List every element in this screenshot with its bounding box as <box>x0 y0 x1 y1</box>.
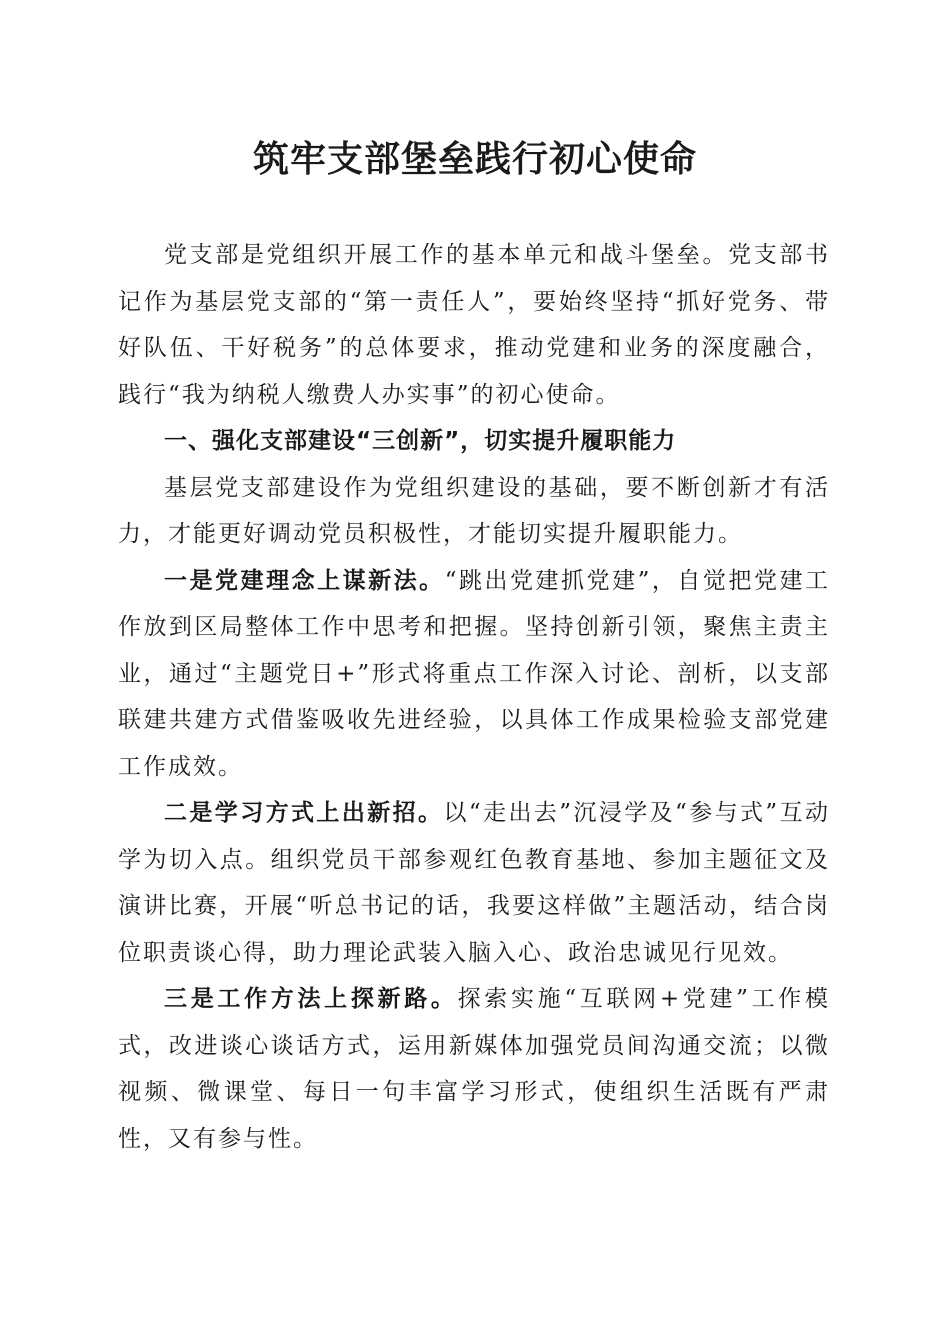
point-1-text: “跳出党建抓党建”，自觉把党建工作放到区局整体工作中思考和把握。坚持创新引领，聚焦主责主业，通过“主题党日+”形式将重点工作深入讨论、剖析，以支部联建共建方式借鉴吸收先进经验，以具体工作成果检验支部党建工作成效。 <box>118 567 830 780</box>
intro-paragraph: 党支部是党组织开展工作的基本单元和战斗堡垒。党支部书记作为基层党支部的“第一责任人”，要始终坚持“抓好党务、带好队伍、干好税务”的总体要求，推动党建和业务的深度融合，践行“我为纳税人缴费人办实事”的初心使命。 <box>118 242 830 408</box>
document-title: 筑牢支部堡垒践行初心使命 <box>252 139 697 180</box>
point-1-paragraph <box>118 558 830 791</box>
point-2-paragraph <box>118 790 830 976</box>
document-body <box>118 232 830 1162</box>
section-1-heading: 一、强化支部建设“三创新”，切实提升履职能力 <box>164 428 677 454</box>
section-1-intro: 基层党支部建设作为党组织建设的基础，要不断创新才有活力，才能更好调动党员积极性，才能切实提升履职能力。 <box>118 474 830 547</box>
point-2-text: 以“走出去”沉浸学及“参与式”互动学为切入点。组织党员干部参观红色教育基地、参加主题征文及演讲比赛，开展“听总书记的话，我要这样做”主题活动，结合岗位职责谈心得，助力理论武装入脑入心、政治忠诚见行见效。 <box>118 800 830 966</box>
point-3-lead: 三是工作方法上探新路。 <box>164 985 458 1012</box>
point-3-text: 探索实施“互联网+党建”工作模式，改进谈心谈话方式，运用新媒体加强党员间沟通交流；以微视频、微课堂、每日一句丰富学习形式，使组织生活既有严肃性，又有参与性。 <box>118 986 831 1152</box>
point-2-lead: 二是学习方式上出新招。 <box>164 799 444 826</box>
point-3-paragraph <box>118 976 830 1162</box>
point-1-lead: 一是党建理念上谋新法。 <box>164 566 445 594</box>
